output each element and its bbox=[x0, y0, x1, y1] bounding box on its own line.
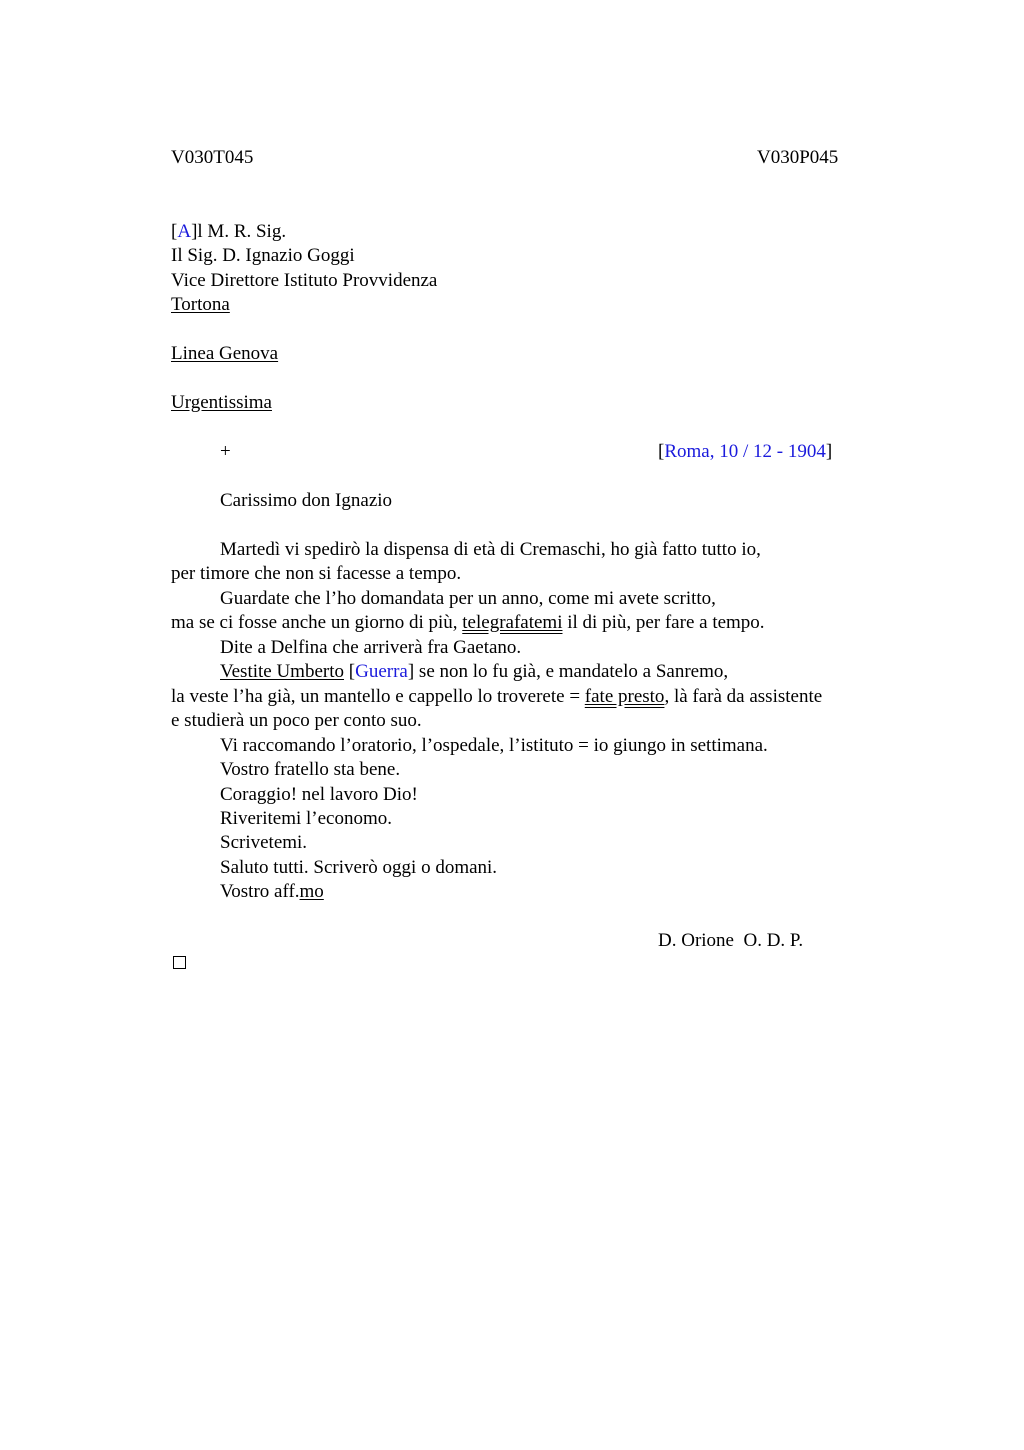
salutation: Carissimo don Ignazio bbox=[220, 490, 393, 511]
body-line: Vi raccomando l’oratorio, l’ospedale, l’istituto = io giungo in settimana. bbox=[220, 735, 768, 756]
body-line: Vostro fratello sta bene. bbox=[220, 759, 401, 780]
body-line: Scrivetemi. bbox=[220, 832, 308, 853]
underlined-phrase: fate presto bbox=[584, 686, 665, 707]
underlined-phrase: Vestite Umberto bbox=[220, 661, 345, 682]
body-line: per timore che non si facesse a tempo. bbox=[171, 563, 462, 584]
signature: D. Orione O. D. P. bbox=[658, 930, 804, 951]
body-line: Saluto tutti. Scriverò oggi o domani. bbox=[220, 857, 498, 878]
body-line: Martedì vi spedirò la dispensa di età di Cremaschi, ho già fatto tutto io, bbox=[220, 539, 761, 560]
body-line: Dite a Delfina che arriverà fra Gaetano. bbox=[220, 637, 522, 658]
address-line-2: Il Sig. D. Ignazio Goggi bbox=[171, 245, 355, 266]
left-code: V030T045 bbox=[171, 147, 254, 168]
address-line-4: Tortona bbox=[171, 294, 230, 315]
body-line: Riveritemi l’economo. bbox=[220, 808, 393, 829]
address-line-1: [A]l M. R. Sig. bbox=[171, 221, 287, 242]
body-line: Guardate che l’ho domandata per un anno, come mi avete scritto, bbox=[220, 588, 716, 609]
address-line-3: Vice Direttore Istituto Provvidenza bbox=[171, 270, 438, 291]
closing-line: Vostro aff.mo bbox=[220, 881, 324, 902]
body-line: e studierà un poco per conto suo. bbox=[171, 710, 422, 731]
route-line: Linea Genova bbox=[171, 343, 279, 364]
underlined-word: telegrafatemi bbox=[462, 612, 563, 633]
editorial-insertion: Guerra bbox=[355, 661, 408, 682]
cross-mark: + bbox=[220, 441, 231, 462]
dateline: [Roma, 10 / 12 - 1904] bbox=[658, 441, 833, 462]
urgency-line: Urgentissima bbox=[171, 392, 272, 413]
body-line: ma se ci fosse anche un giorno di più, telegrafatemi il di più, per fare a tempo. bbox=[171, 612, 765, 633]
end-mark-box-icon bbox=[173, 956, 186, 969]
body-line: Coraggio! nel lavoro Dio! bbox=[220, 784, 418, 805]
body-line: Vestite Umberto [Guerra] se non lo fu già, e mandatelo a Sanremo, bbox=[220, 661, 729, 682]
right-code: V030P045 bbox=[757, 147, 839, 168]
body-line: la veste l’ha già, un mantello e cappello lo troverete = fate presto, là farà da assistente bbox=[171, 686, 823, 707]
